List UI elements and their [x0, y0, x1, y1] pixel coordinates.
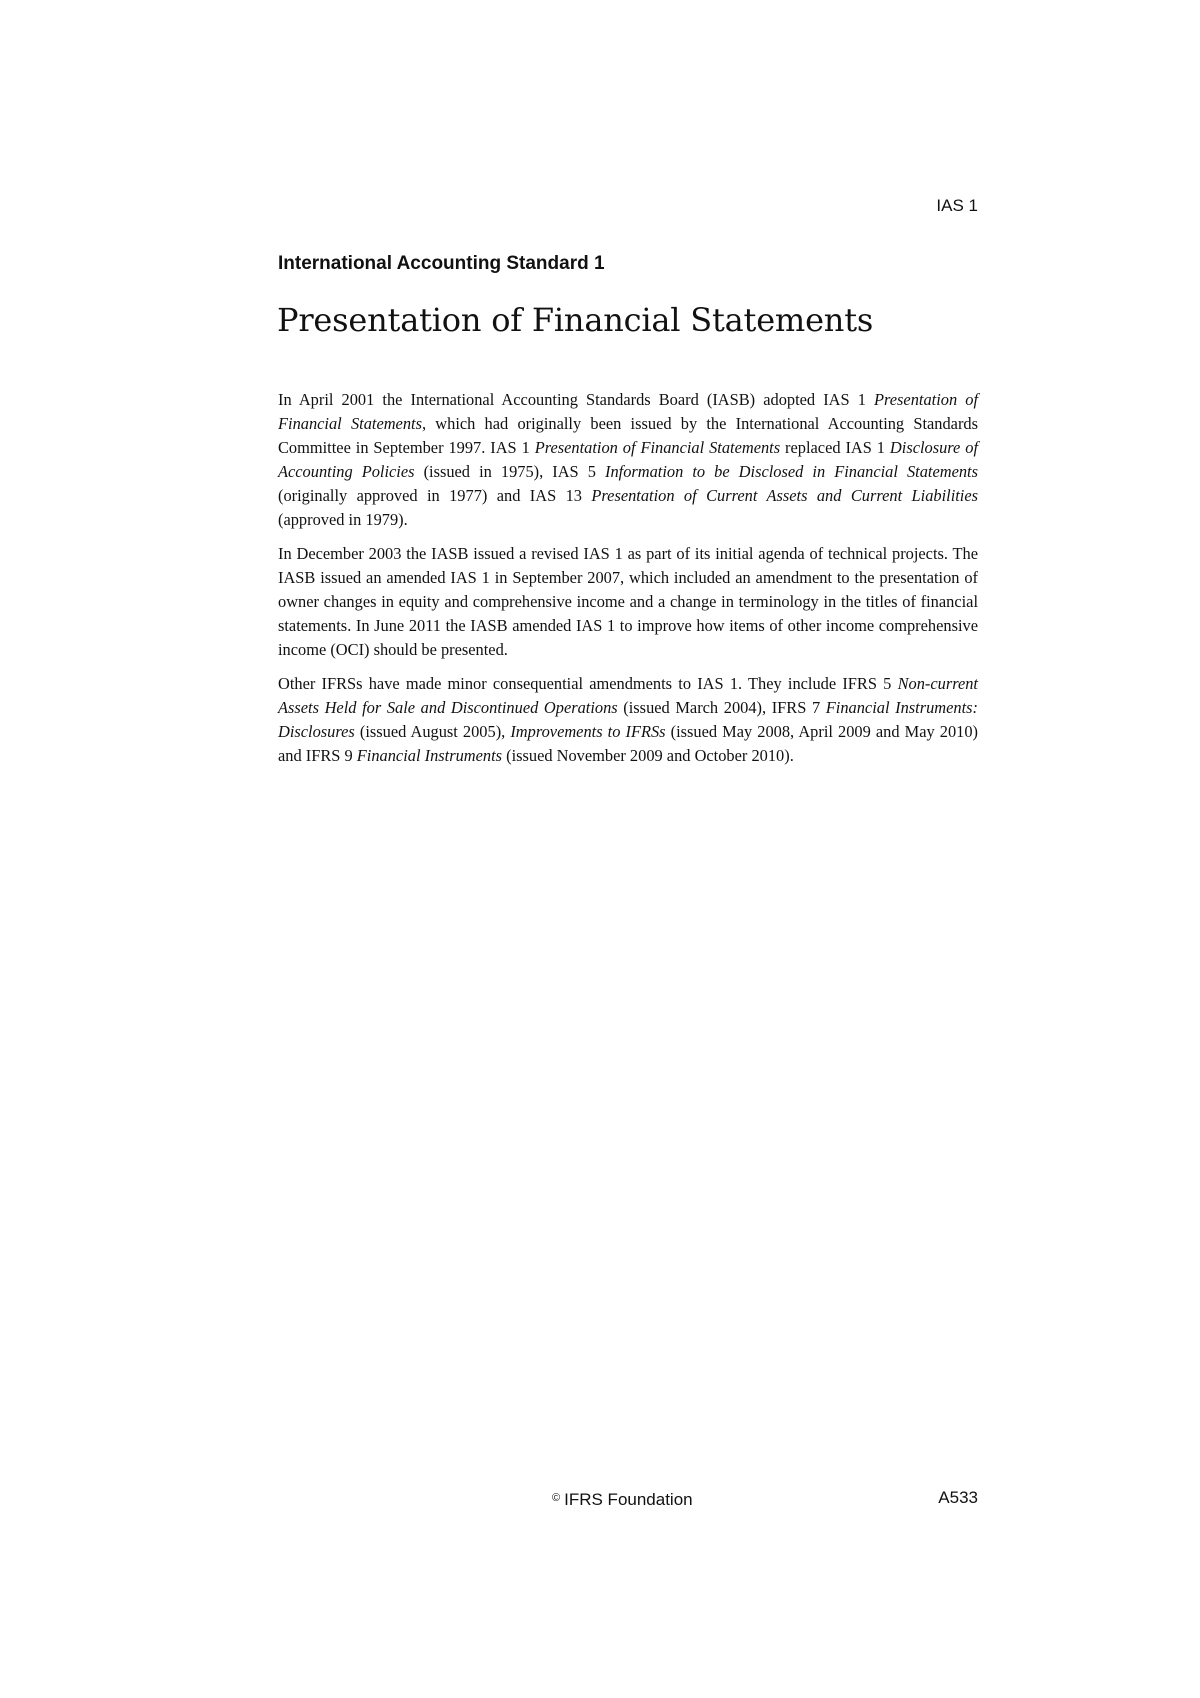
italic-title: Non-current Assets Held for Sale and Discontinued Operations [278, 674, 978, 717]
copyright-symbol: © [552, 1492, 561, 1504]
text-run: (originally approved in 1977) and IAS 13 [278, 486, 592, 505]
italic-title: Information to be Disclosed in Financial Statements [604, 462, 978, 481]
body-text [278, 388, 978, 778]
paragraph-3 [278, 672, 978, 768]
page-title: Presentation of Financial Statements [277, 301, 874, 339]
italic-title: Presentation of Current Assets and Current Liabilities [591, 486, 979, 505]
italic-title: Presentation of Financial Statements [534, 438, 781, 457]
paragraph-1 [278, 388, 978, 532]
running-head: IAS 1 [936, 196, 978, 215]
italic-title: Presentation of Financial Statements [278, 390, 978, 433]
text-run: Other IFRSs have made minor consequential amendments to IAS 1. They include IFRS 5 [278, 674, 898, 693]
text-run: (issued May 2008, April 2009 and May 2010) and IFRS 9 [278, 722, 978, 765]
page-number: A533 [938, 1488, 978, 1507]
text-run: (issued in 1975), IAS 5 [414, 462, 605, 481]
standard-kicker: International Accounting Standard 1 [278, 253, 605, 274]
text-run: (issued March 2004), IFRS 7 [617, 698, 826, 717]
text-run: , which had originally been issued by the International Accounting Standards Committee in September 1997. IAS 1 [278, 414, 978, 457]
text-run: (issued November 2009 and October 2010). [502, 746, 794, 765]
paragraph-2 [278, 542, 978, 662]
footer-copyright [552, 1488, 693, 1510]
italic-title: Financial Instruments: Disclosures [278, 698, 978, 741]
italic-title: Financial Instruments [356, 746, 503, 765]
italic-title: Disclosure of Accounting Policies [278, 438, 979, 481]
text-run: (approved in 1979). [278, 510, 408, 529]
text-run: In December 2003 the IASB issued a revised IAS 1 as part of its initial agenda of technical projects. The IASB issued an amended IAS 1 in September 2007, which included an amendment to the presentation of owner changes in equity and comprehensive income and a change in terminology in the titles of financial statements. In June 2011 the IASB amended IAS 1 to improve how items of other income comprehensive income (OCI) should be presented. [278, 544, 978, 659]
text-run: (issued August 2005), [354, 722, 511, 741]
italic-title: Improvements to IFRSs [510, 722, 666, 741]
text-run: replaced IAS 1 [780, 438, 890, 457]
text-run: In April 2001 the International Accounting Standards Board (IASB) adopted IAS 1 [278, 390, 874, 409]
copyright-text: IFRS Foundation [564, 1490, 693, 1509]
